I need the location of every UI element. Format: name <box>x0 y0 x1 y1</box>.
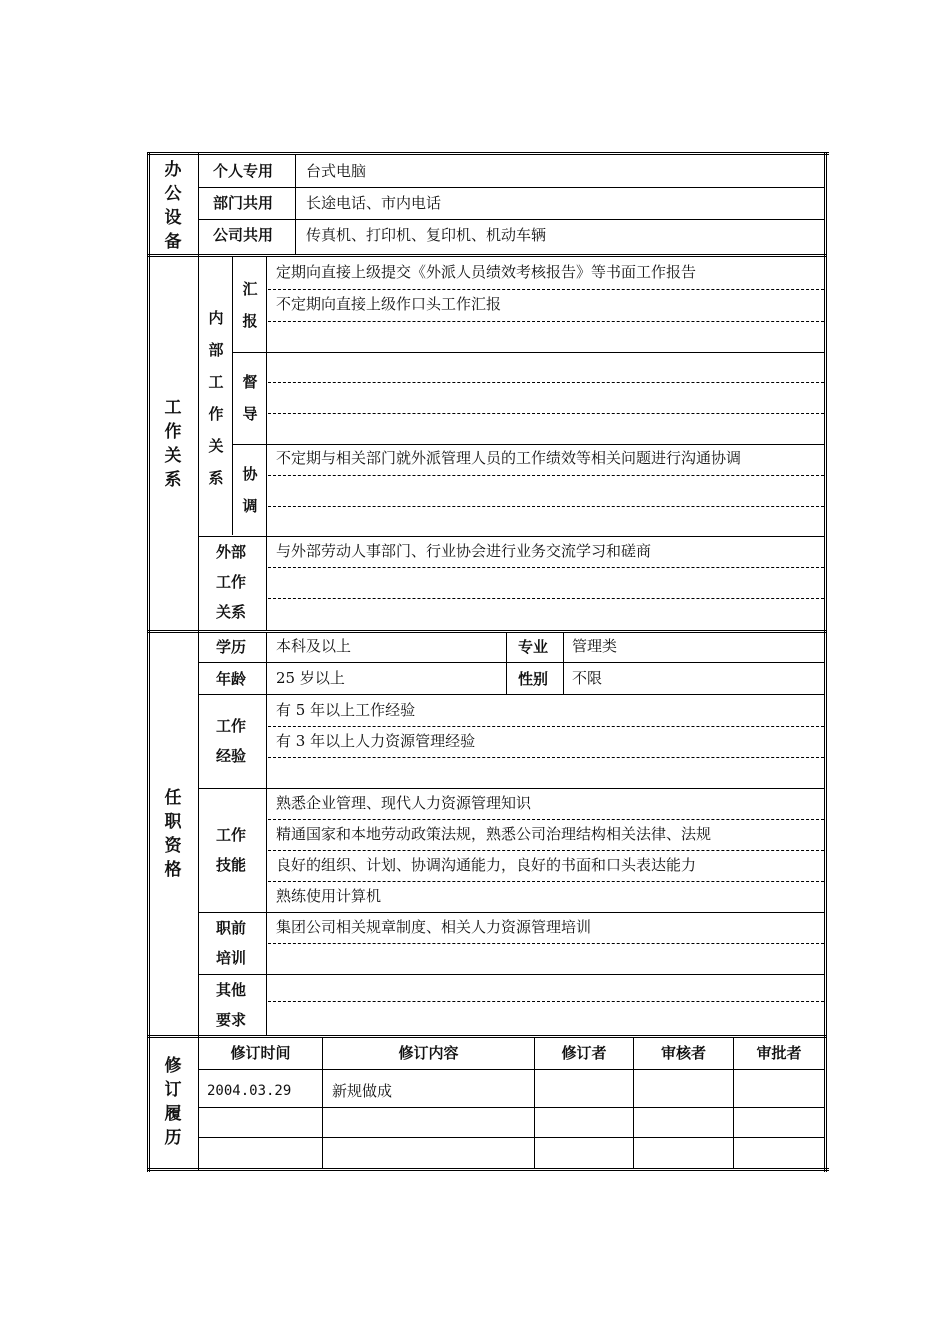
office-row-line <box>199 187 825 188</box>
other-label-1: 其他 <box>216 981 247 999</box>
internal-divider <box>232 257 233 535</box>
dash-line <box>268 726 824 727</box>
dash-line <box>268 598 824 599</box>
qual-mid-divider <box>563 633 564 695</box>
revision-header-approver: 审批者 <box>756 1044 802 1062</box>
qual-row-line <box>199 788 825 789</box>
major-value: 管理类 <box>572 637 618 655</box>
supervise-bottom-line <box>233 444 825 445</box>
office-value-personal: 台式电脑 <box>306 162 367 180</box>
internal-relations-label: 内 部 工 作 关 系 <box>208 309 224 487</box>
gender-value: 不限 <box>572 669 603 687</box>
qual-row-line <box>199 912 825 913</box>
skills-label-1: 工作 <box>216 826 247 844</box>
age-value: 25 岁以上 <box>276 669 345 687</box>
section-divider-qual <box>147 1035 827 1038</box>
revision-date: 2004.03.29 <box>207 1083 292 1099</box>
training-label-2: 培训 <box>216 949 247 967</box>
qualification-section-title: 任 职 资 格 <box>164 788 182 880</box>
report-line-2: 不定期向直接上级作口头工作汇报 <box>276 295 502 313</box>
skill-line-2: 精通国家和本地劳动政策法规，熟悉公司治理结构相关法律、法规 <box>276 825 712 843</box>
external-label-3: 关系 <box>216 603 247 621</box>
revision-header-reviser: 修订者 <box>561 1044 607 1062</box>
training-line-1: 集团公司相关规章制度、相关人力资源管理培训 <box>276 918 592 936</box>
revision-header-content: 修订内容 <box>398 1044 459 1062</box>
experience-line-2: 有 3 年以上人力资源管理经验 <box>276 732 476 750</box>
report-line-1: 定期向直接上级提交《外派人员绩效考核报告》等书面工作报告 <box>276 263 697 281</box>
dash-line <box>268 506 824 507</box>
education-value: 本科及以上 <box>276 637 352 655</box>
coordinate-label: 协 调 <box>242 465 258 515</box>
external-line-1: 与外部劳动人事部门、行业协会进行业务交流学习和磋商 <box>276 542 652 560</box>
relations-section-title: 工 作 关 系 <box>164 398 182 490</box>
category-column-divider <box>198 152 199 1170</box>
revision-row-line <box>199 1069 825 1070</box>
revision-section-title: 修 订 履 历 <box>164 1056 182 1148</box>
qual-row-line <box>199 974 825 975</box>
dash-line <box>268 850 824 851</box>
revision-row-line <box>199 1107 825 1108</box>
qual-row-line <box>199 694 825 695</box>
office-value-company: 传真机、打印机、复印机、机动车辆 <box>306 226 547 244</box>
major-label: 专业 <box>518 638 549 656</box>
qual-mid-divider <box>506 633 507 695</box>
office-section-title: 办 公 设 备 <box>164 160 182 252</box>
table-bottom-border <box>147 1168 829 1171</box>
education-label: 学历 <box>216 638 247 656</box>
office-row-line <box>199 219 825 220</box>
external-label-1: 外部 <box>216 543 247 561</box>
office-label-divider <box>295 155 296 255</box>
qual-row-line <box>199 662 825 663</box>
revision-content: 新规做成 <box>332 1082 393 1100</box>
report-bottom-line <box>233 352 825 353</box>
table-left-border <box>147 152 150 1172</box>
section-divider-relations <box>147 630 827 633</box>
external-label-2: 工作 <box>216 573 247 591</box>
skill-line-3: 良好的组织、计划、协调沟通能力，良好的书面和口头表达能力 <box>276 856 697 874</box>
dash-line <box>268 382 824 383</box>
office-label-personal: 个人专用 <box>213 162 274 180</box>
revision-header-reviewer: 审核者 <box>660 1044 706 1062</box>
dash-line <box>268 413 824 414</box>
experience-label-2: 经验 <box>216 747 247 765</box>
dash-line <box>268 475 824 476</box>
section-divider-office <box>147 254 827 257</box>
table-top-border <box>147 152 829 155</box>
revision-row-line <box>199 1137 825 1138</box>
dash-line <box>268 1001 824 1002</box>
experience-label-1: 工作 <box>216 717 247 735</box>
dash-line <box>268 321 824 322</box>
dash-line <box>268 757 824 758</box>
dash-line <box>268 943 824 944</box>
dash-line <box>268 819 824 820</box>
dash-line <box>268 881 824 882</box>
dash-line <box>268 567 824 568</box>
office-label-company: 公司共用 <box>213 226 274 244</box>
coordinate-line-1: 不定期与相关部门就外派管理人员的工作绩效等相关问题进行沟通协调 <box>276 449 742 467</box>
experience-line-1: 有 5 年以上工作经验 <box>276 701 416 719</box>
age-label: 年龄 <box>216 670 247 688</box>
office-label-department: 部门共用 <box>213 194 274 212</box>
gender-label: 性别 <box>518 670 549 688</box>
report-label: 汇 报 <box>242 280 258 330</box>
supervise-label: 督 导 <box>242 373 258 423</box>
skills-label-2: 技能 <box>216 856 247 874</box>
dash-line <box>268 289 824 290</box>
skill-line-1: 熟悉企业管理、现代人力资源管理知识 <box>276 794 532 812</box>
revision-header-time: 修订时间 <box>230 1044 291 1062</box>
training-label-1: 职前 <box>216 919 247 937</box>
other-label-2: 要求 <box>216 1011 247 1029</box>
internal-bottom-line <box>199 536 825 537</box>
skill-line-4: 熟练使用计算机 <box>276 887 382 905</box>
office-value-department: 长途电话、市内电话 <box>306 194 442 212</box>
